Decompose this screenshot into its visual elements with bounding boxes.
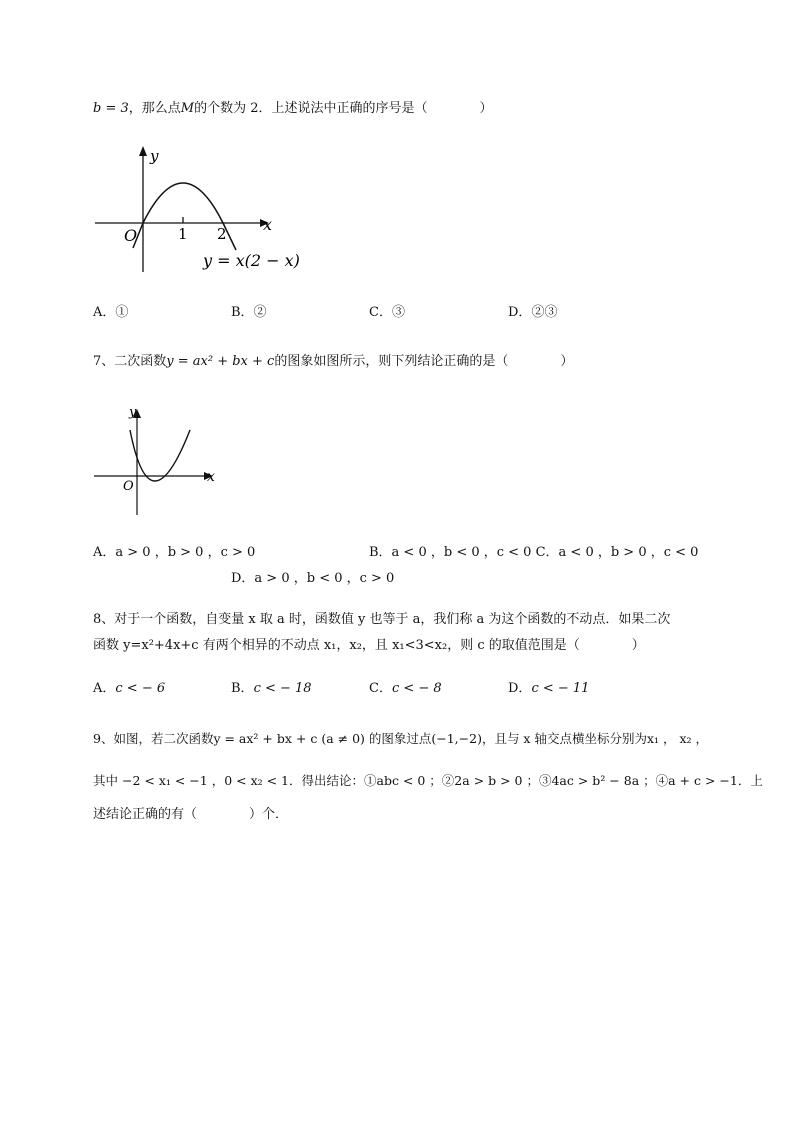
q6-tick2-label: 2 xyxy=(217,225,227,243)
q8-option-a-letter: A． xyxy=(93,681,116,696)
q8-option-c-letter: C． xyxy=(369,681,392,696)
q6-y-arrow-icon xyxy=(139,146,147,156)
q6-option-a xyxy=(93,304,128,322)
q6-option-a-letter: A． xyxy=(93,305,116,320)
q6-option-a-text: ① xyxy=(115,305,129,320)
q6-option-b-letter: B． xyxy=(231,305,254,320)
q7-formula: y = ax² + bx + c xyxy=(166,354,275,369)
q6-option-d-text: ②③ xyxy=(531,305,558,320)
q6-option-b-text: ② xyxy=(253,305,267,320)
q9-line3: 述结论正确的有（ ）个． xyxy=(93,807,289,822)
q7-graph-svg xyxy=(90,400,230,520)
q6-option-c xyxy=(369,304,405,322)
q6-origin-label: O xyxy=(124,226,138,245)
q6-y-label: y xyxy=(150,147,159,165)
q8-option-d-text: c < − 11 xyxy=(531,681,590,696)
q7-option-a: A．a > 0 ，b > 0 ，c > 0 xyxy=(93,545,256,560)
q7-text: 的图象如图所示，则下列结论正确的是（ ） xyxy=(274,354,574,369)
q6-figure xyxy=(90,140,310,284)
q6-text2: 的个数为 2．上述说法中正确的序号是（ ） xyxy=(194,101,493,116)
q6-option-d-letter: D． xyxy=(508,305,532,320)
q8-line2: 函数 y=x²+4x+c 有两个相异的不动点 x₁，x₂，且 x₁<3<x₂，则 c 的取值范围是（ ） xyxy=(93,638,645,653)
q6-option-c-text: ③ xyxy=(391,305,405,320)
q6-tick1-label: 1 xyxy=(178,225,188,243)
q6-var-b: b = 3 xyxy=(93,101,129,116)
q7-stem xyxy=(93,353,573,371)
q8-option-b-letter: B． xyxy=(231,681,254,696)
q7-y-label: y xyxy=(129,405,137,420)
q8-option-b-text: c < − 18 xyxy=(253,681,312,696)
q9-line1: 9、如图，若二次函数y = ax² + bx + c (a ≠ 0) 的图象过点(−1,−2)，且与 x 轴交点横坐标分别为x₁ ， x₂ ， xyxy=(93,731,708,746)
q6-curve-label: y = x(2 − x) xyxy=(203,251,300,270)
q8-option-a-text: c < − 6 xyxy=(115,681,166,696)
q8-option-d xyxy=(508,680,589,698)
q8-option-b xyxy=(231,680,312,698)
q7-num: 7、二次函数 xyxy=(93,354,167,369)
q6-option-b xyxy=(231,304,267,322)
q6-text1: ，那么点 xyxy=(128,101,181,116)
q8-line1: 8、对于一个函数，自变量 x 取 a 时，函数值 y 也等于 a，我们称 a 为这个函数的不动点．如果二次 xyxy=(93,612,671,627)
q9-line2: 其中 −2 < x₁ < −1 ，0 < x₂ < 1．得出结论：①abc < 0 ；②2a > b > 0 ；③4ac > b² − 8a ；④a + c > −1．上 xyxy=(93,773,763,788)
q8-option-a xyxy=(93,680,165,698)
q8-option-c xyxy=(369,680,442,698)
q8-option-c-text: c < − 8 xyxy=(391,681,442,696)
q8-option-d-letter: D． xyxy=(508,681,532,696)
q7-option-bc: B．a < 0 ，b < 0 ，c < 0 C．a < 0 ，b > 0 ，c < 0 xyxy=(369,545,699,560)
q6-tail-line xyxy=(93,100,492,118)
q7-x-label: x xyxy=(207,469,215,485)
q6-graph-svg xyxy=(90,140,310,280)
q6-point-m: M xyxy=(180,101,195,116)
q6-option-d xyxy=(508,304,557,322)
q7-origin-label: O xyxy=(123,479,134,494)
q6-option-c-letter: C． xyxy=(369,305,392,320)
q7-option-d: D．a > 0 ，b < 0 ，c > 0 xyxy=(231,571,395,586)
q7-figure xyxy=(90,400,230,524)
q7-parabola xyxy=(130,430,190,481)
q6-x-label: x xyxy=(263,215,273,234)
